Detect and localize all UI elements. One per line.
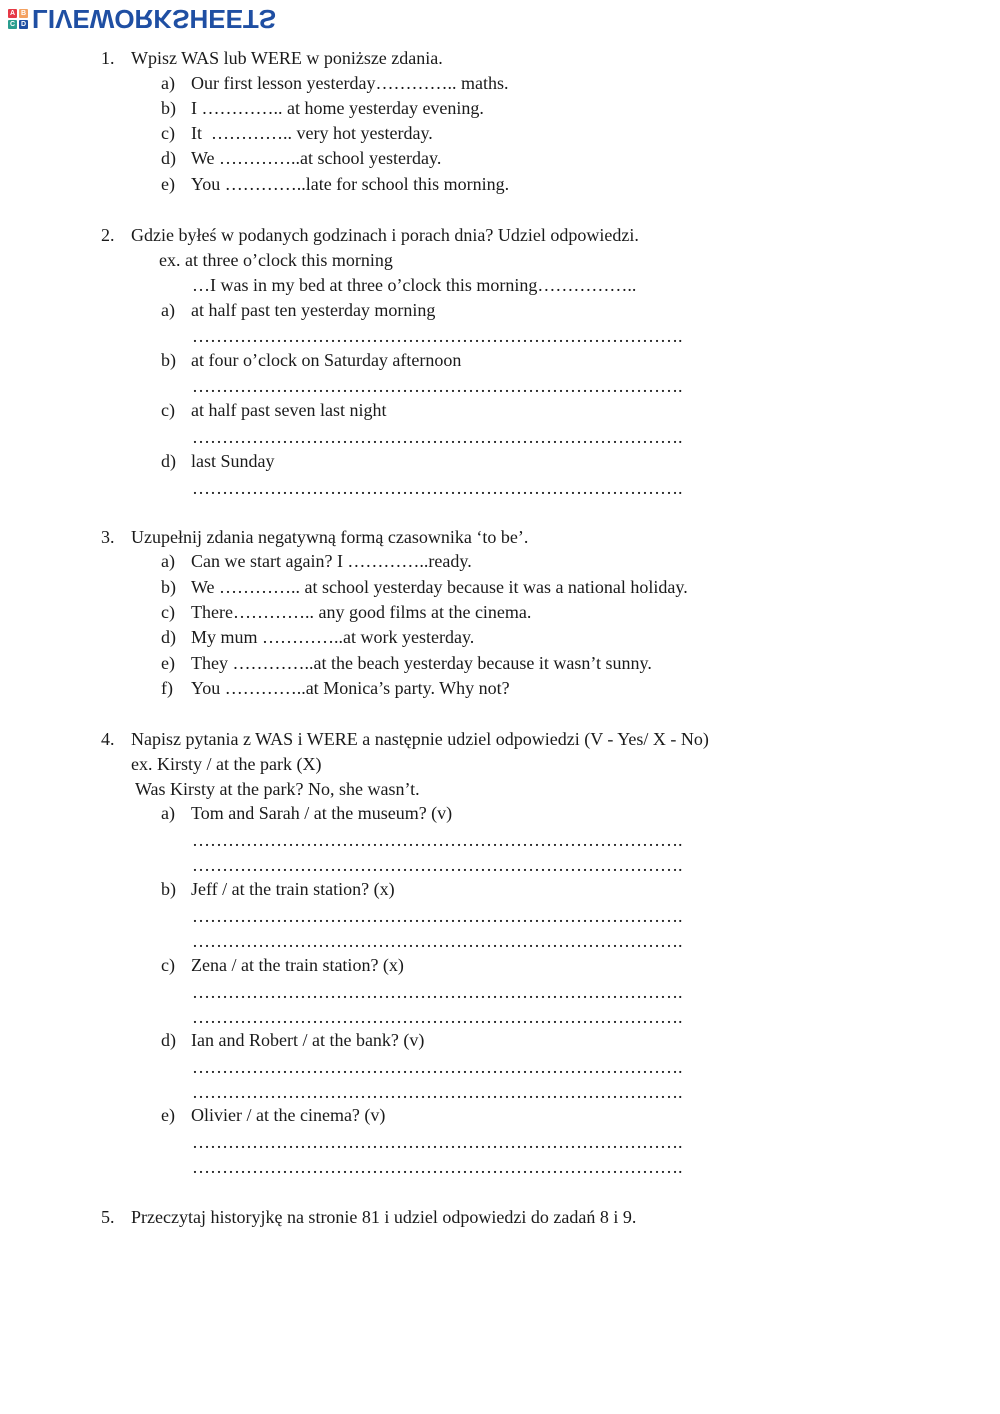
- ex2-answer-line-b[interactable]: ……………………………………………………………………….: [192, 376, 683, 396]
- ex4-answer-line-a2[interactable]: ……………………………………………………………………….: [192, 855, 683, 875]
- ex4-answer-line-a1[interactable]: ……………………………………………………………………….: [192, 830, 683, 850]
- ex1-item-d: d) We …………..at school yesterday.: [161, 148, 442, 168]
- ex1-item-e: e) You …………..late for school this morning.: [161, 174, 510, 194]
- logo-text: LIVEWORKSHEETS: [32, 4, 277, 34]
- ex4-answer-line-e2[interactable]: ……………………………………………………………………….: [192, 1157, 683, 1177]
- ex4-answer-line-d1[interactable]: ……………………………………………………………………….: [192, 1057, 683, 1077]
- ex4-example-answer: Was Kirsty at the park? No, she wasn’t.: [135, 779, 420, 799]
- ex4-answer-line-b2[interactable]: ……………………………………………………………………….: [192, 931, 683, 951]
- ex3-item-d: d) My mum …………..at work yesterday.: [161, 627, 475, 647]
- ex4-item-a: a) Tom and Sarah / at the museum? (v): [161, 803, 453, 823]
- ex5-instruction: 5. Przeczytaj historyjkę na stronie 81 i udziel odpowiedzi do zadań 8 i 9.: [101, 1207, 637, 1227]
- ex2-item-b: b) at four o’clock on Saturday afternoon: [161, 350, 462, 370]
- logo-blocks-icon: A B C D: [9, 10, 27, 28]
- ex4-item-d: d) Ian and Robert / at the bank? (v): [161, 1030, 425, 1050]
- ex3-instruction: 3. Uzupełnij zdania negatywną formą czasownika ‘to be’.: [101, 527, 529, 547]
- ex4-item-b: b) Jeff / at the train station? (x): [161, 879, 395, 899]
- ex2-item-a: a) at half past ten yesterday morning: [161, 300, 436, 320]
- ex3-item-c: c) There………….. any good films at the cinema.: [161, 602, 532, 622]
- liveworksheets-logo: [8, 4, 276, 34]
- ex3-item-b: b) We ………….. at school yesterday because it was a national holiday.: [161, 577, 688, 597]
- ex4-answer-line-e1[interactable]: ……………………………………………………………………….: [192, 1132, 683, 1152]
- ex1-item-b: b) I ………….. at home yesterday evening.: [161, 98, 484, 118]
- ex3-item-e: e) They …………..at the beach yesterday because it wasn’t sunny.: [161, 653, 652, 673]
- ex4-item-c: c) Zena / at the train station? (x): [161, 955, 404, 975]
- ex4-answer-line-c1[interactable]: ……………………………………………………………………….: [192, 982, 683, 1002]
- ex2-answer-line-c[interactable]: ……………………………………………………………………….: [192, 427, 683, 447]
- ex4-instruction: 4. Napisz pytania z WAS i WERE a następnie udziel odpowiedzi (V - Yes/ X - No): [101, 729, 709, 749]
- ex4-answer-line-d2[interactable]: ……………………………………………………………………….: [192, 1082, 683, 1102]
- ex1-item-c: c) It ………….. very hot yesterday.: [161, 123, 433, 143]
- ex4-answer-line-c2[interactable]: ……………………………………………………………………….: [192, 1007, 683, 1027]
- ex4-answer-line-b1[interactable]: ……………………………………………………………………….: [192, 906, 683, 926]
- ex1-item-a: a) Our first lesson yesterday………….. maths.: [161, 73, 509, 93]
- ex2-instruction: 2. Gdzie byłeś w podanych godzinach i porach dnia? Udziel odpowiedzi.: [101, 225, 639, 245]
- ex2-answer-line-d[interactable]: ……………………………………………………………………….: [192, 478, 683, 498]
- ex2-answer-line-a[interactable]: ……………………………………………………………………….: [192, 326, 683, 346]
- ex2-example-prompt: ex. at three o’clock this morning: [159, 250, 393, 270]
- ex4-example-prompt: ex. Kirsty / at the park (X): [131, 754, 322, 774]
- ex2-item-c: c) at half past seven last night: [161, 400, 387, 420]
- ex2-item-d: d) last Sunday: [161, 451, 275, 471]
- ex2-example-answer: …I was in my bed at three o’clock this morning……………..: [192, 275, 637, 295]
- ex1-instruction: 1. Wpisz WAS lub WERE w poniższe zdania.: [101, 48, 443, 68]
- ex3-item-a: a) Can we start again? I …………..ready.: [161, 551, 472, 571]
- ex4-item-e: e) Olivier / at the cinema? (v): [161, 1105, 386, 1125]
- ex3-item-f: f) You …………..at Monica’s party. Why not?: [161, 678, 510, 698]
